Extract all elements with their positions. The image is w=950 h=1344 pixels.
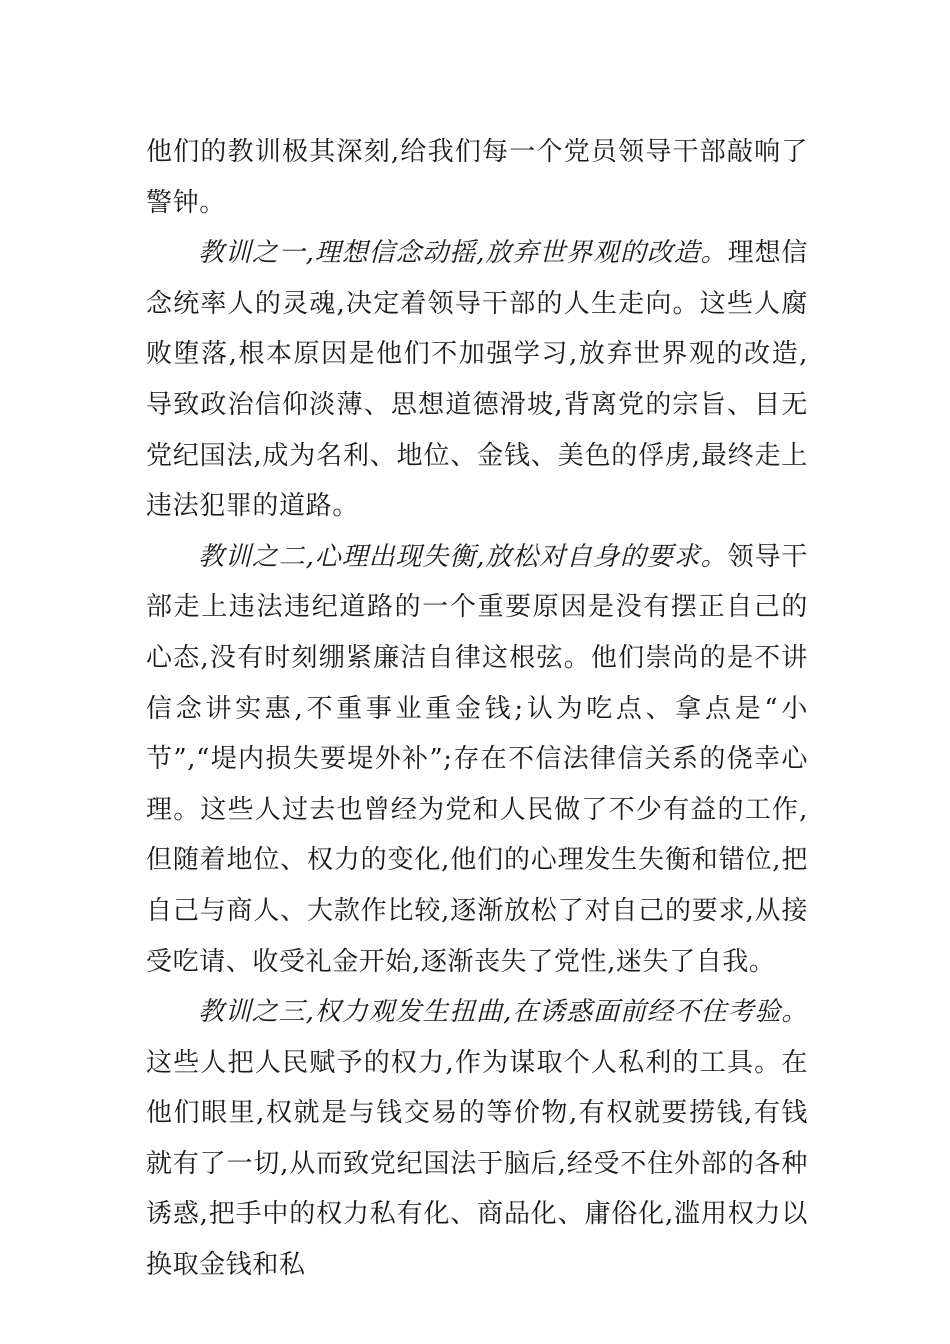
paragraph-lesson-2 [146, 532, 808, 987]
paragraph-body: 这些人把人民赋予的权力,作为谋取个人私利的工具。在他们眼里,权就是与钱交易的等价物,有权就要捞钱,有钱就有了一切,从而致党纪国法于脑后,经受不住外部的各种诱惑,把手中的权力私有化、商品化、庸俗化,滥用权力以换取金钱和私 [146, 1047, 808, 1281]
paragraph-lesson-3 [146, 987, 808, 1291]
paragraph-lesson-1 [146, 228, 808, 532]
paragraph-heading: 教训之二,心理出现失衡,放松对自身的要求。 [198, 541, 728, 572]
paragraph-heading: 教训之三,权力观发生扭曲,在诱惑面前经不住考验。 [198, 997, 808, 1028]
paragraph-body: 他们的教训极其深刻,给我们每一个党员领导干部敲响了警钟。 [146, 137, 808, 218]
paragraph-body: 领导干部走上违法违纪道路的一个重要原因是没有摆正自己的心态,没有时刻绷紧廉洁自律这根弦。他们崇尚的是不讲信念讲实惠,不重事业重金钱;认为吃点、拿点是“小节”,“堤内损失要堤外补”;存在不信法律信关系的侥幸心理。这些人过去也曾经为党和人民做了不少有益的工作,但随着地位、权力的变化,他们的心理发生失衡和错位,把自己与商人、大款作比较,逐渐放松了对自己的要求,从接受吃请、收受礼金开始,逐渐丧失了党性,迷失了自我。 [146, 541, 808, 977]
paragraph-heading: 教训之一,理想信念动摇,放弃世界观的改造。 [198, 238, 728, 269]
paragraph-intro [146, 127, 808, 228]
paragraph-body: 理想信念统率人的灵魂,决定着领导干部的人生走向。这些人腐败堕落,根本原因是他们不加强学习,放弃世界观的改造,导致政治信仰淡薄、思想道德滑坡,背离党的宗旨、目无党纪国法,成为名利、地位、金钱、美色的俘虏,最终走上违法犯罪的道路。 [146, 238, 808, 522]
document-body [146, 127, 808, 1291]
